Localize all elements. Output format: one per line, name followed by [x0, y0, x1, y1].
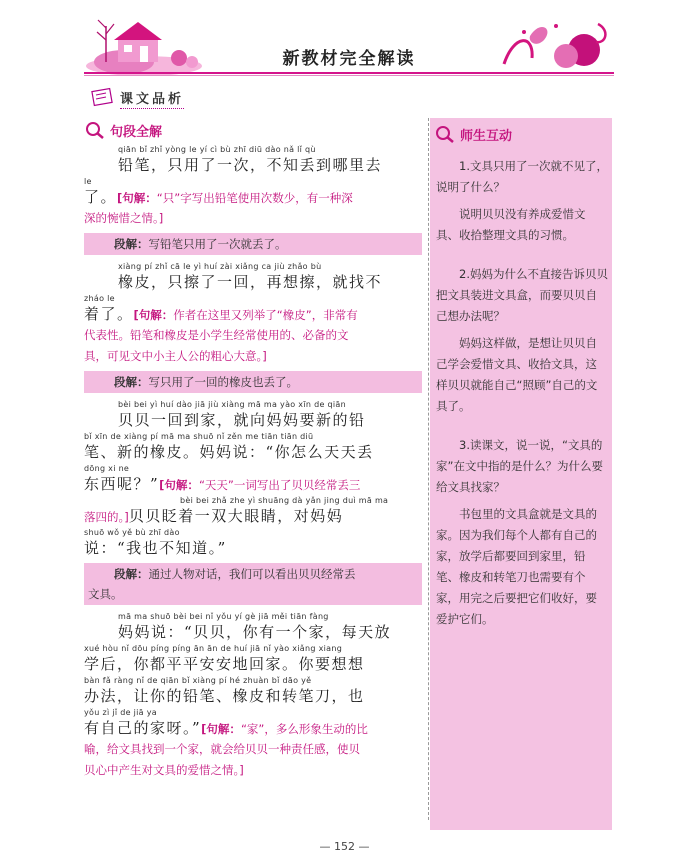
text-line [84, 474, 422, 495]
sentence-note-cont: 喻，给文具找到一个家，就会给贝贝一种责任感，使贝 [84, 742, 360, 756]
sentence-note-cont: 代表性。铅笔和橡皮是小学生经常使用的、必备的文 [84, 328, 349, 342]
sentence-note-cont: 贝心中产生对文具的爱惜之情。] [84, 763, 244, 777]
question-text: 1.文具只用了一次就不见了，说明了什么？ [436, 159, 608, 194]
paragraph-summary [84, 233, 422, 255]
summary-label: 段解： [114, 375, 149, 389]
summary-text-cont: 文具。 [88, 587, 123, 601]
pinyin-line: qiān bǐ zhǐ yòng le yí cì bù zhī diū dào nǎ lǐ qù [118, 145, 316, 154]
interaction-panel [430, 118, 612, 830]
pinyin-line: bǐ xīn de xiàng pí mā ma shuō nǐ zěn me tiān tiān diū [84, 432, 314, 441]
text-line: 贝贝一回到家，就向妈妈要新的铅 [118, 411, 366, 429]
answer-text: 说明贝贝没有养成爱惜文具、收拾整理文具的习惯。 [436, 207, 586, 242]
decorative-plants-icon [474, 14, 614, 76]
pinyin-line: dōng xi ne [84, 464, 130, 473]
note-label: [句解： [117, 191, 157, 205]
header-rule [84, 72, 614, 74]
pinyin-line: yǒu zì jǐ de jiā ya [84, 708, 157, 717]
text-line: 笔、新的橡皮。妈妈说：“你怎么天天丢 [84, 443, 374, 461]
text-line [84, 718, 422, 739]
pinyin-line: zháo le [84, 294, 115, 303]
page-number: — 152 — [319, 840, 370, 853]
qa-item-3 [430, 435, 612, 630]
pinyin-line: xiàng pí zhǐ cā le yì huí zài xiǎng ca jiù zhǎo bù [118, 262, 322, 271]
sentence-note-cont: 深的惋惜之情。] [84, 211, 164, 225]
passage-block-2 [84, 261, 422, 393]
summary-text: 写只用了一回的橡皮也丢了。 [148, 375, 298, 389]
text-line: 妈妈说：“贝贝，你有一个家，每天放 [118, 623, 392, 641]
analysis-heading [84, 118, 422, 142]
text-line-part: 了。 [84, 188, 118, 206]
section-banner [90, 86, 184, 110]
paragraph-summary [84, 371, 422, 393]
answer-text: 书包里的文具盒就是文具的家。因为我们每个人都有自己的家，放学后都要回到家里，铅笔、橡皮和转笔刀也需要有个家，用完之后要把它们收好，要爱护它们。 [436, 507, 597, 626]
note-label: [句解： [159, 478, 199, 492]
header-title: 新教材完全解读 [282, 49, 416, 69]
text-line: 说：“我也不知道。” [84, 539, 227, 557]
text-line [84, 304, 422, 325]
note-text: “家”，多么形象生动的比 [240, 722, 368, 736]
pinyin-line: shuō wǒ yě bù zhī dào [84, 528, 180, 537]
summary-label: 段解： [114, 237, 149, 251]
pinyin-line: mā ma shuō bèi bei nǐ yǒu yí gè jiā měi tiān fàng [118, 612, 329, 621]
page-header [84, 14, 614, 76]
text-line: 学后，你都平平安安地回家。你要想想 [84, 655, 365, 673]
note-text: 落四的。] [84, 510, 129, 524]
question-text: 3.读课文，说一说，“文具的家”在文中指的是什么？为什么要给文具找家？ [436, 438, 603, 494]
pinyin-line: xué hòu nǐ dōu píng píng ān ān de huí jiā nǐ yào xiǎng xiang [84, 644, 343, 653]
text-line-part: 东西呢？” [84, 475, 160, 493]
qa-item-1 [430, 156, 612, 246]
pinyin-line: bàn fǎ ràng nǐ de qiān bǐ xiàng pí hé zhuàn bǐ dāo yě [84, 676, 312, 685]
sentence-note [117, 191, 353, 205]
magnifier-icon [84, 120, 106, 140]
note-label: [句解： [133, 308, 174, 322]
interaction-heading [434, 122, 612, 146]
analysis-column [84, 118, 422, 781]
summary-label: 段解： [114, 567, 149, 581]
sentence-note [134, 308, 358, 322]
column-divider [428, 118, 429, 820]
passage-block-1 [84, 144, 422, 255]
text-line: 铅笔，只用了一次，不知丢到哪里去 [118, 156, 383, 174]
analysis-heading-text: 句段全解 [110, 124, 163, 140]
sentence-note [159, 478, 360, 492]
note-text: 作者在这里又列举了“橡皮”，非常有 [173, 308, 358, 322]
passage-block-4 [84, 611, 422, 781]
header-rule-thin [84, 75, 614, 76]
answer-text: 妈妈这样做，是想让贝贝自己学会爱惜文具、收拾文具，这样贝贝就能自己“照顾”自己的文具了。 [436, 336, 598, 413]
pinyin-line: le [84, 177, 92, 186]
text-line: 橡皮，只擦了一回，再想擦，就找不 [118, 273, 383, 291]
section-title: 课文品析 [120, 88, 184, 109]
interaction-heading-text: 师生互动 [460, 128, 513, 144]
text-line-part: 着了。 [84, 305, 134, 323]
question-text: 2.妈妈为什么不直接告诉贝贝把文具装进文具盒，而要贝贝自己想办法呢？ [436, 267, 608, 323]
qa-item-2 [430, 264, 612, 417]
summary-text: 通过人物对话，我们可以看出贝贝经常丢 [148, 567, 356, 581]
sentence-note-cont: 具，可见文中小主人公的粗心大意。] [84, 349, 267, 363]
magnifier-icon [434, 124, 456, 144]
note-text: “只”字写出铅笔使用次数少，有一种深 [156, 191, 353, 205]
paragraph-summary [84, 563, 422, 605]
text-line [84, 187, 422, 208]
note-card-icon [90, 87, 116, 109]
text-line: 办法，让你的铅笔、橡皮和转笔刀，也 [84, 687, 365, 705]
pinyin-line: bèi bei yì huí dào jiā jiù xiàng mā ma yào xīn de qiān [118, 400, 346, 409]
text-line-part: 贝贝眨着一双大眼睛，对妈妈 [128, 507, 344, 525]
summary-text: 写铅笔只用了一次就丢了。 [148, 237, 287, 251]
passage-block-3 [84, 399, 422, 605]
text-line [84, 506, 422, 527]
note-label: [句解： [201, 722, 241, 736]
text-line-part: 有自己的家呀。” [84, 719, 202, 737]
sentence-note [201, 722, 368, 736]
note-text: “天天”一词写出了贝贝经常丢三 [198, 478, 361, 492]
pinyin-line: bèi bei zhǎ zhe yì shuāng dà yǎn jing duì mā ma [180, 496, 389, 505]
